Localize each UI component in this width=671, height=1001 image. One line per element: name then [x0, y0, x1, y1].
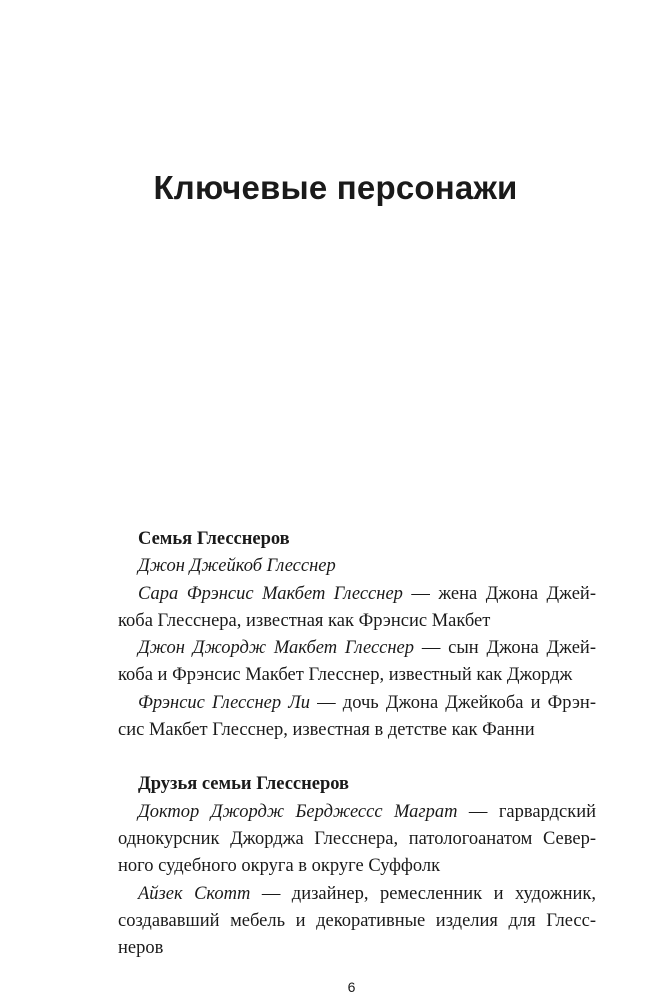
character-list — [118, 526, 596, 962]
character-description: — дочь Джона Джейкоба и Фрэнсис Макбет Глесснер, известная в детстве как Фанни — [118, 692, 596, 741]
character-entry — [118, 690, 596, 745]
character-name: Айзек Скотт — [138, 883, 251, 904]
character-name: Фрэнсис Глесснер Ли — [138, 692, 311, 713]
character-name: Джон Джейкоб Глесснер — [138, 556, 336, 577]
section-family-friends — [118, 771, 596, 962]
page-number: 6 — [347, 979, 356, 995]
character-name: Джон Джордж Макбет Глесснер — [138, 638, 415, 659]
character-entry — [118, 581, 596, 636]
character-description: — дизайнер, ремесленник и художник, создававший мебель и декоративные изделия для Глесснеров — [118, 883, 596, 959]
page-title: Ключевые персонажи — [153, 169, 518, 206]
section-heading: Семья Глесснеров — [138, 529, 290, 549]
character-description: — гарвардский однокурсник Джорджа Глесснера, патологоанатом Северного судебного округа в округе Суффолк — [118, 801, 597, 877]
character-description: — сын Джона Джейкоба и Фрэнсис Макбет Глесснер, известный как Джордж — [118, 638, 596, 686]
section-glessner-family — [118, 526, 596, 744]
character-description: — жена Джона Джейкоба Глесснера, известная как Фрэнсис Макбет — [118, 583, 596, 631]
character-entry — [118, 881, 596, 963]
character-name: Доктор Джордж Берджессс Маграт — [138, 801, 458, 822]
section-heading: Друзья семьи Глесснеров — [138, 774, 350, 795]
character-name: Сара Фрэнсис Макбет Глесснер — [138, 583, 403, 604]
character-entry — [118, 635, 596, 690]
character-entry — [118, 553, 596, 580]
character-entry — [118, 799, 596, 881]
